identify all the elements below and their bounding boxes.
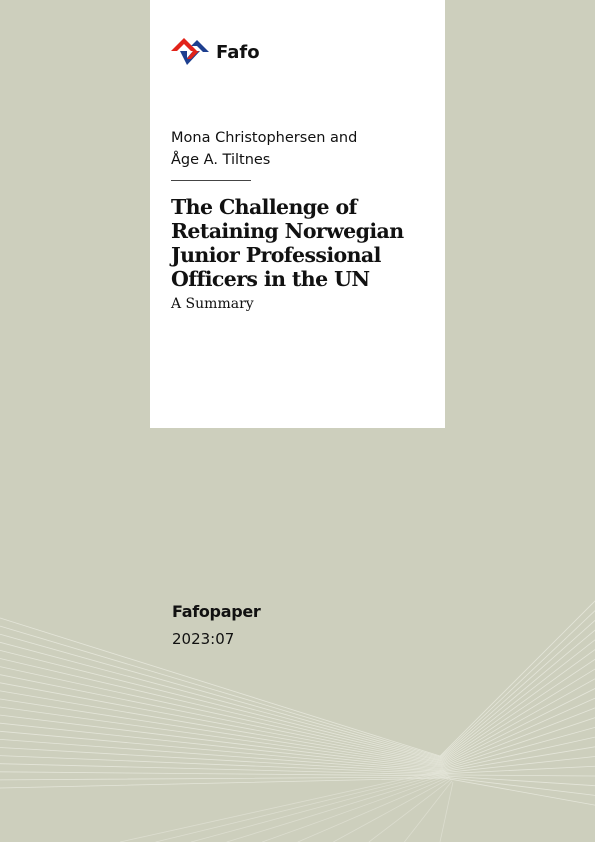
decorative-line bbox=[0, 723, 595, 769]
report-subtitle: A Summary bbox=[171, 296, 254, 312]
decorative-line bbox=[0, 646, 595, 761]
decorative-line bbox=[156, 771, 446, 842]
title-card bbox=[150, 0, 445, 428]
decorative-line bbox=[0, 706, 595, 768]
title-line: Officers in the UN bbox=[171, 267, 370, 291]
decorative-line bbox=[0, 596, 595, 756]
author-list bbox=[171, 127, 431, 171]
decorative-line bbox=[440, 782, 453, 842]
decorative-line bbox=[0, 772, 595, 786]
report-title bbox=[171, 195, 436, 291]
decorative-line bbox=[0, 616, 595, 758]
fafo-logo-icon bbox=[171, 38, 213, 66]
decorative-line bbox=[0, 715, 595, 769]
decorative-line bbox=[0, 636, 595, 760]
title-line: The Challenge of bbox=[171, 195, 357, 219]
divider bbox=[171, 180, 251, 181]
author-line: Åge A. Tiltnes bbox=[171, 152, 271, 168]
title-line: Junior Professional bbox=[171, 243, 381, 267]
fafo-logo[interactable] bbox=[171, 38, 260, 66]
title-line: Retaining Norwegian bbox=[171, 219, 404, 243]
decorative-line bbox=[120, 770, 445, 842]
decorative-line bbox=[298, 777, 450, 842]
series-number: 2023:07 bbox=[172, 630, 235, 648]
decorative-line bbox=[262, 775, 448, 842]
decorative-line bbox=[227, 774, 448, 842]
author-line: Mona Christophersen and bbox=[171, 130, 358, 146]
logo-text: Fafo bbox=[216, 41, 260, 63]
series-name: Fafopaper bbox=[172, 602, 261, 621]
decorative-line bbox=[0, 778, 595, 806]
